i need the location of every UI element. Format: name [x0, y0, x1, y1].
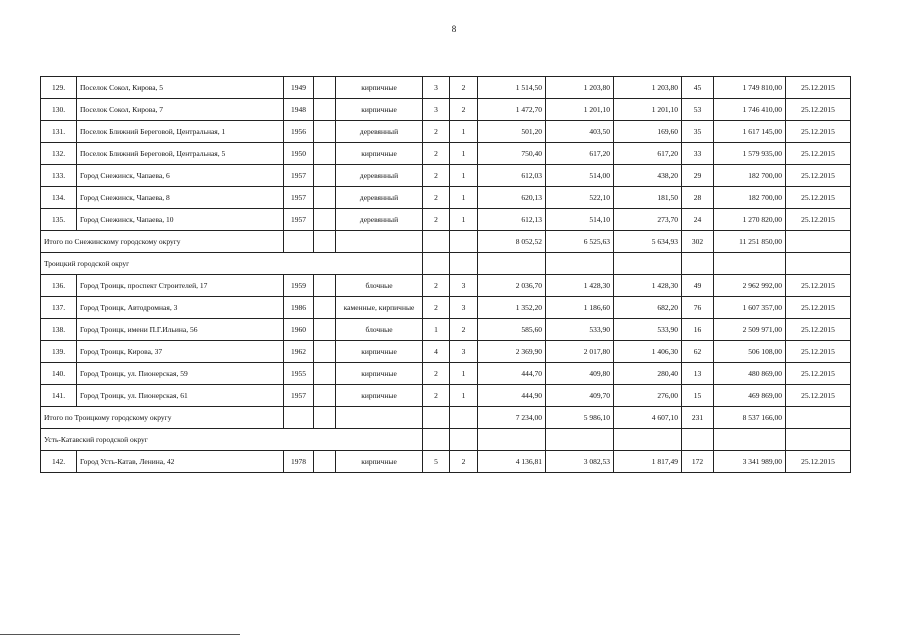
date-cell: 25.12.2015 [786, 275, 851, 297]
date-cell: 25.12.2015 [786, 319, 851, 341]
residents-cell: 29 [682, 165, 714, 187]
empty-cell [314, 319, 336, 341]
entrances-cell: 1 [450, 363, 478, 385]
empty-cell [614, 429, 682, 451]
area-living-cell: 1 203,80 [546, 77, 614, 99]
residents-cell: 33 [682, 143, 714, 165]
table-row [41, 385, 851, 407]
total-row [41, 407, 851, 429]
empty-cell [314, 187, 336, 209]
date-cell: 25.12.2015 [786, 363, 851, 385]
date-cell: 25.12.2015 [786, 77, 851, 99]
empty-cell [546, 429, 614, 451]
empty-cell [478, 253, 546, 275]
section-header-row [41, 429, 851, 451]
row-number: 133. [41, 165, 77, 187]
address-cell: Город Троицк, имени П.Г.Ильина, 56 [77, 319, 284, 341]
area-living-cell: 1 201,10 [546, 99, 614, 121]
floors-cell: 2 [423, 187, 450, 209]
residents-cell: 13 [682, 363, 714, 385]
row-number: 139. [41, 341, 77, 363]
page-number: 8 [451, 24, 457, 34]
empty-cell [450, 231, 478, 253]
row-number: 142. [41, 451, 77, 473]
housing-registry-table [40, 76, 851, 473]
residents-cell: 49 [682, 275, 714, 297]
residents-cell: 76 [682, 297, 714, 319]
floors-cell: 1 [423, 319, 450, 341]
table-row [41, 165, 851, 187]
empty-cell [314, 363, 336, 385]
entrances-cell: 2 [450, 451, 478, 473]
total-cost: 8 537 166,00 [714, 407, 786, 429]
entrances-cell: 1 [450, 165, 478, 187]
material-cell: деревянный [336, 209, 423, 231]
address-cell: Город Троицк, проспект Строителей, 17 [77, 275, 284, 297]
area-private-cell: 1 428,30 [614, 275, 682, 297]
entrances-cell: 2 [450, 99, 478, 121]
empty-cell [786, 253, 851, 275]
empty-cell [336, 407, 423, 429]
table-row [41, 121, 851, 143]
cost-cell: 506 108,00 [714, 341, 786, 363]
material-cell: блочные [336, 275, 423, 297]
total-label: Итого по Снежинскому городскому округу [41, 231, 284, 253]
year-cell: 1949 [284, 77, 314, 99]
cost-cell: 1 746 410,00 [714, 99, 786, 121]
area-private-cell: 280,40 [614, 363, 682, 385]
empty-cell [423, 407, 450, 429]
row-number: 140. [41, 363, 77, 385]
empty-cell [478, 429, 546, 451]
area-total-cell: 612,13 [478, 209, 546, 231]
entrances-cell: 3 [450, 275, 478, 297]
year-cell: 1957 [284, 165, 314, 187]
floors-cell: 3 [423, 99, 450, 121]
area-living-cell: 1 186,60 [546, 297, 614, 319]
area-living-cell: 514,10 [546, 209, 614, 231]
area-private-cell: 276,00 [614, 385, 682, 407]
address-cell: Город Снежинск, Чапаева, 10 [77, 209, 284, 231]
residents-cell: 16 [682, 319, 714, 341]
empty-cell [284, 407, 314, 429]
area-private-cell: 682,20 [614, 297, 682, 319]
area-living-cell: 403,50 [546, 121, 614, 143]
area-total-cell: 501,20 [478, 121, 546, 143]
address-cell: Город Троицк, Кирова, 37 [77, 341, 284, 363]
area-total-cell: 612,03 [478, 165, 546, 187]
date-cell: 25.12.2015 [786, 385, 851, 407]
cost-cell: 3 341 989,00 [714, 451, 786, 473]
area-total-cell: 1 472,70 [478, 99, 546, 121]
floors-cell: 2 [423, 385, 450, 407]
area-living-cell: 533,90 [546, 319, 614, 341]
row-number: 132. [41, 143, 77, 165]
empty-cell [284, 231, 314, 253]
address-cell: Город Снежинск, Чапаева, 6 [77, 165, 284, 187]
floors-cell: 5 [423, 451, 450, 473]
section-header: Троицкий городской округ [41, 253, 423, 275]
table-row [41, 451, 851, 473]
material-cell: блочные [336, 319, 423, 341]
cost-cell: 2 509 971,00 [714, 319, 786, 341]
total-area-private: 4 607,10 [614, 407, 682, 429]
empty-cell [314, 143, 336, 165]
material-cell: кирпичные [336, 451, 423, 473]
year-cell: 1978 [284, 451, 314, 473]
address-cell: Город Троицк, ул. Пионерская, 61 [77, 385, 284, 407]
empty-cell [786, 407, 851, 429]
table-row [41, 99, 851, 121]
total-area-total: 7 234,00 [478, 407, 546, 429]
empty-cell [314, 231, 336, 253]
empty-cell [546, 253, 614, 275]
entrances-cell: 3 [450, 297, 478, 319]
area-total-cell: 750,40 [478, 143, 546, 165]
date-cell: 25.12.2015 [786, 143, 851, 165]
area-total-cell: 2 036,70 [478, 275, 546, 297]
address-cell: Город Троицк, ул. Пионерская, 59 [77, 363, 284, 385]
address-cell: Город Усть-Катав, Ленина, 42 [77, 451, 284, 473]
empty-cell [786, 429, 851, 451]
empty-cell [314, 165, 336, 187]
entrances-cell: 1 [450, 143, 478, 165]
residents-cell: 35 [682, 121, 714, 143]
floors-cell: 2 [423, 143, 450, 165]
empty-cell [786, 231, 851, 253]
material-cell: кирпичные [336, 143, 423, 165]
empty-cell [314, 275, 336, 297]
empty-cell [314, 77, 336, 99]
area-total-cell: 1 352,20 [478, 297, 546, 319]
total-row [41, 231, 851, 253]
cost-cell: 480 869,00 [714, 363, 786, 385]
total-area-living: 5 986,10 [546, 407, 614, 429]
table-row [41, 275, 851, 297]
floors-cell: 2 [423, 363, 450, 385]
area-living-cell: 1 428,30 [546, 275, 614, 297]
year-cell: 1957 [284, 385, 314, 407]
row-number: 135. [41, 209, 77, 231]
area-private-cell: 273,70 [614, 209, 682, 231]
empty-cell [336, 231, 423, 253]
material-cell: кирпичные [336, 99, 423, 121]
material-cell: кирпичные [336, 341, 423, 363]
cost-cell: 1 749 810,00 [714, 77, 786, 99]
material-cell: деревянный [336, 165, 423, 187]
year-cell: 1957 [284, 187, 314, 209]
residents-cell: 62 [682, 341, 714, 363]
empty-cell [314, 385, 336, 407]
empty-cell [314, 209, 336, 231]
entrances-cell: 2 [450, 77, 478, 99]
table-row [41, 363, 851, 385]
table-row [41, 297, 851, 319]
residents-cell: 24 [682, 209, 714, 231]
cost-cell: 182 700,00 [714, 187, 786, 209]
empty-cell [614, 253, 682, 275]
empty-cell [314, 451, 336, 473]
address-cell: Город Снежинск, Чапаева, 8 [77, 187, 284, 209]
year-cell: 1957 [284, 209, 314, 231]
empty-cell [423, 429, 450, 451]
date-cell: 25.12.2015 [786, 121, 851, 143]
year-cell: 1956 [284, 121, 314, 143]
total-area-private: 5 634,93 [614, 231, 682, 253]
area-living-cell: 409,80 [546, 363, 614, 385]
empty-cell [450, 407, 478, 429]
cost-cell: 1 617 145,00 [714, 121, 786, 143]
floors-cell: 2 [423, 297, 450, 319]
material-cell: деревянный [336, 121, 423, 143]
empty-cell [450, 429, 478, 451]
table-row [41, 341, 851, 363]
entrances-cell: 1 [450, 121, 478, 143]
year-cell: 1960 [284, 319, 314, 341]
total-residents: 231 [682, 407, 714, 429]
entrances-cell: 1 [450, 385, 478, 407]
date-cell: 25.12.2015 [786, 451, 851, 473]
row-number: 138. [41, 319, 77, 341]
material-cell: деревянный [336, 187, 423, 209]
area-private-cell: 181,50 [614, 187, 682, 209]
empty-cell [450, 253, 478, 275]
entrances-cell: 3 [450, 341, 478, 363]
address-cell: Город Троицк, Автодромная, 3 [77, 297, 284, 319]
empty-cell [682, 429, 714, 451]
year-cell: 1955 [284, 363, 314, 385]
residents-cell: 45 [682, 77, 714, 99]
section-header: Усть-Катавский городской округ [41, 429, 423, 451]
entrances-cell: 2 [450, 319, 478, 341]
area-total-cell: 2 369,90 [478, 341, 546, 363]
table-row [41, 209, 851, 231]
area-living-cell: 409,70 [546, 385, 614, 407]
floors-cell: 2 [423, 121, 450, 143]
area-total-cell: 1 514,50 [478, 77, 546, 99]
date-cell: 25.12.2015 [786, 187, 851, 209]
empty-cell [314, 341, 336, 363]
total-residents: 302 [682, 231, 714, 253]
row-number: 136. [41, 275, 77, 297]
empty-cell [714, 429, 786, 451]
area-total-cell: 444,70 [478, 363, 546, 385]
area-living-cell: 617,20 [546, 143, 614, 165]
material-cell: кирпичные [336, 77, 423, 99]
area-total-cell: 444,90 [478, 385, 546, 407]
residents-cell: 15 [682, 385, 714, 407]
total-area-total: 8 052,52 [478, 231, 546, 253]
table-row [41, 77, 851, 99]
empty-cell [714, 253, 786, 275]
cost-cell: 1 607 357,00 [714, 297, 786, 319]
section-header-row [41, 253, 851, 275]
address-cell: Поселок Ближний Береговой, Центральная, 5 [77, 143, 284, 165]
material-cell: кирпичные [336, 385, 423, 407]
material-cell: кирпичные [336, 363, 423, 385]
row-number: 137. [41, 297, 77, 319]
area-private-cell: 169,60 [614, 121, 682, 143]
area-private-cell: 1 201,10 [614, 99, 682, 121]
row-number: 134. [41, 187, 77, 209]
area-living-cell: 514,00 [546, 165, 614, 187]
cost-cell: 1 579 935,00 [714, 143, 786, 165]
empty-cell [423, 253, 450, 275]
table-body [41, 77, 851, 473]
total-cost: 11 251 850,00 [714, 231, 786, 253]
empty-cell [314, 99, 336, 121]
area-private-cell: 1 406,30 [614, 341, 682, 363]
row-number: 130. [41, 99, 77, 121]
floors-cell: 2 [423, 275, 450, 297]
year-cell: 1950 [284, 143, 314, 165]
area-private-cell: 438,20 [614, 165, 682, 187]
area-living-cell: 2 017,80 [546, 341, 614, 363]
scan-artifact-line [0, 634, 240, 635]
cost-cell: 2 962 992,00 [714, 275, 786, 297]
floors-cell: 3 [423, 77, 450, 99]
residents-cell: 53 [682, 99, 714, 121]
date-cell: 25.12.2015 [786, 209, 851, 231]
cost-cell: 182 700,00 [714, 165, 786, 187]
entrances-cell: 1 [450, 187, 478, 209]
area-living-cell: 522,10 [546, 187, 614, 209]
cost-cell: 1 270 820,00 [714, 209, 786, 231]
total-area-living: 6 525,63 [546, 231, 614, 253]
area-total-cell: 4 136,81 [478, 451, 546, 473]
floors-cell: 4 [423, 341, 450, 363]
year-cell: 1959 [284, 275, 314, 297]
date-cell: 25.12.2015 [786, 165, 851, 187]
total-label: Итого по Троицкому городскому округу [41, 407, 284, 429]
empty-cell [314, 407, 336, 429]
area-total-cell: 620,13 [478, 187, 546, 209]
table-row [41, 319, 851, 341]
floors-cell: 2 [423, 209, 450, 231]
table-row [41, 187, 851, 209]
empty-cell [423, 231, 450, 253]
date-cell: 25.12.2015 [786, 341, 851, 363]
residents-cell: 172 [682, 451, 714, 473]
residents-cell: 28 [682, 187, 714, 209]
area-total-cell: 585,60 [478, 319, 546, 341]
year-cell: 1986 [284, 297, 314, 319]
address-cell: Поселок Сокол, Кирова, 7 [77, 99, 284, 121]
material-cell: каменные, кирпичные [336, 297, 423, 319]
cost-cell: 469 869,00 [714, 385, 786, 407]
area-private-cell: 617,20 [614, 143, 682, 165]
floors-cell: 2 [423, 165, 450, 187]
address-cell: Поселок Сокол, Кирова, 5 [77, 77, 284, 99]
area-living-cell: 3 082,53 [546, 451, 614, 473]
date-cell: 25.12.2015 [786, 99, 851, 121]
row-number: 129. [41, 77, 77, 99]
entrances-cell: 1 [450, 209, 478, 231]
empty-cell [314, 121, 336, 143]
area-private-cell: 533,90 [614, 319, 682, 341]
empty-cell [682, 253, 714, 275]
address-cell: Поселок Ближний Береговой, Центральная, 1 [77, 121, 284, 143]
year-cell: 1948 [284, 99, 314, 121]
table-row [41, 143, 851, 165]
area-private-cell: 1 203,80 [614, 77, 682, 99]
area-private-cell: 1 817,49 [614, 451, 682, 473]
date-cell: 25.12.2015 [786, 297, 851, 319]
empty-cell [314, 297, 336, 319]
row-number: 141. [41, 385, 77, 407]
row-number: 131. [41, 121, 77, 143]
year-cell: 1962 [284, 341, 314, 363]
